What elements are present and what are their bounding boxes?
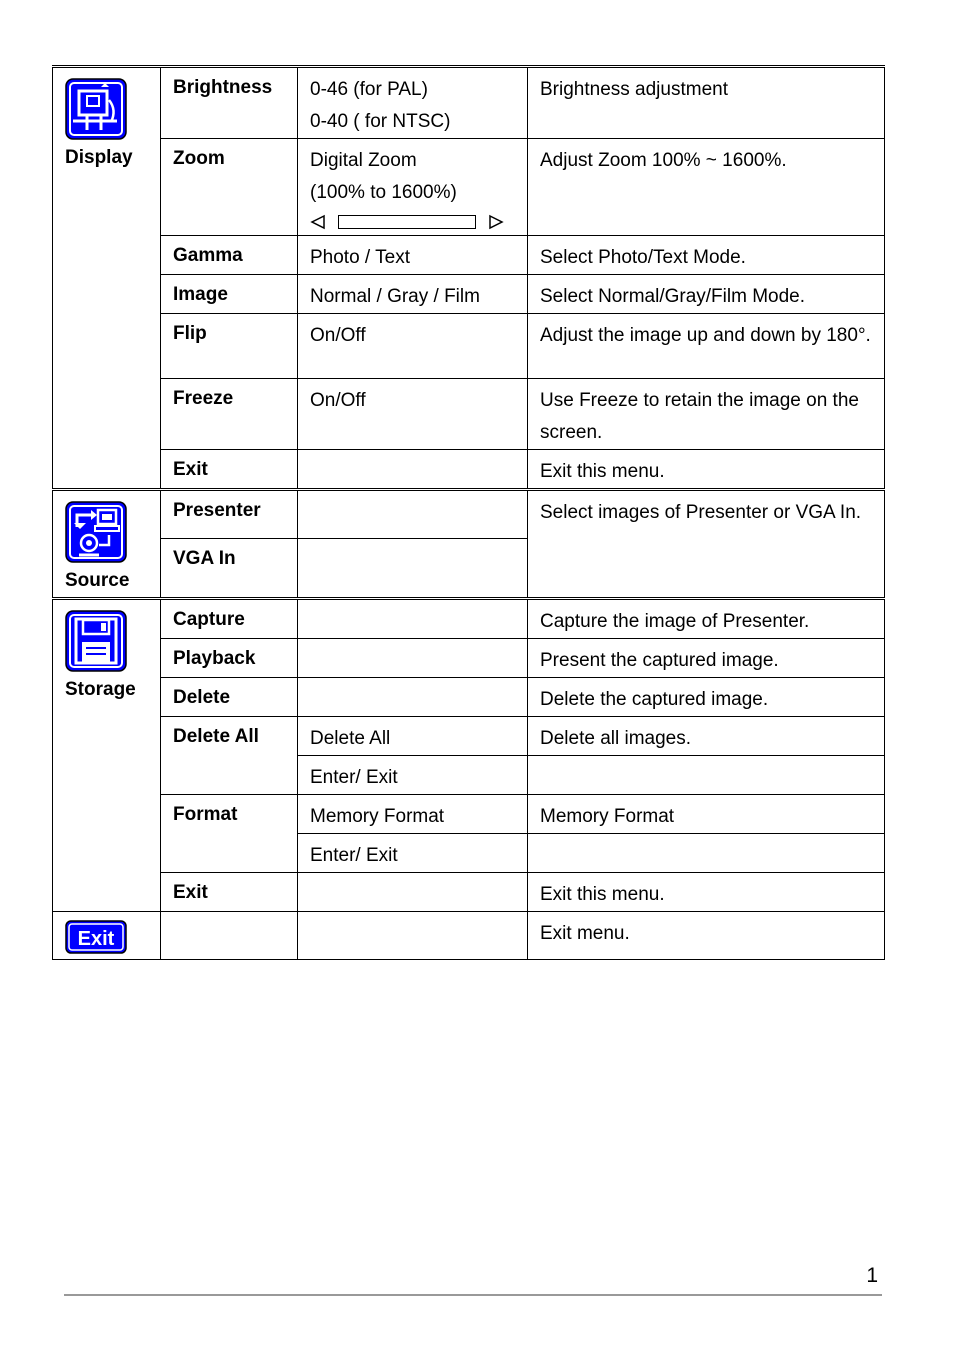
option-delete: Delete: [161, 678, 298, 717]
triangle-right-icon[interactable]: [488, 214, 504, 230]
setting-text: (100% to 1600%): [310, 182, 457, 203]
description: [528, 834, 885, 873]
menu-display-cell: [53, 67, 161, 490]
setting-text: [298, 873, 528, 912]
option-exit: Exit: [161, 450, 298, 490]
menu-label-display: Display: [65, 147, 133, 168]
description: Select images of Presenter or VGA In.: [528, 490, 885, 599]
table-row: [53, 314, 885, 379]
option-capture: Capture: [161, 599, 298, 639]
option-flip: Flip: [161, 314, 298, 379]
table-row: [53, 67, 885, 139]
menu-label-source: Source: [65, 570, 130, 591]
setting-cell: [298, 67, 528, 139]
description: Exit this menu.: [528, 873, 885, 912]
page-number: 1: [866, 1264, 878, 1287]
table-row: [53, 379, 885, 450]
setting-text: Normal / Gray / Film: [298, 275, 528, 314]
setting-text: Enter/ Exit: [298, 834, 528, 873]
description: Brightness adjustment: [528, 67, 885, 139]
setting-text: [298, 450, 528, 490]
option-brightness: Brightness: [161, 67, 298, 139]
description: Select Normal/Gray/Film Mode.: [528, 275, 885, 314]
setting-empty: [298, 912, 528, 960]
table-row: [53, 678, 885, 717]
setting-text: [298, 599, 528, 639]
setting-text: [298, 490, 528, 539]
option-exit: Exit: [161, 873, 298, 912]
table-row: [53, 275, 885, 314]
option-image: Image: [161, 275, 298, 314]
table-row: [53, 795, 885, 834]
menu-exit-cell: [53, 912, 161, 960]
option-presenter: Presenter: [161, 490, 298, 539]
osd-menu-table: [52, 65, 885, 960]
table-row: [53, 139, 885, 236]
setting-text: 0-40 ( for NTSC): [310, 111, 451, 132]
table-row: [53, 236, 885, 275]
setting-text: On/Off: [298, 314, 528, 379]
option-freeze: Freeze: [161, 379, 298, 450]
menu-storage-cell: [53, 599, 161, 912]
description: Delete all images.: [528, 717, 885, 756]
menu-source-cell: [53, 490, 161, 599]
option-playback: Playback: [161, 639, 298, 678]
setting-text: Enter/ Exit: [298, 756, 528, 795]
description: Memory Format: [528, 795, 885, 834]
setting-text: [298, 539, 528, 599]
exit-icon: [65, 920, 127, 954]
setting-text: On/Off: [298, 379, 528, 450]
setting-text: Delete All: [298, 717, 528, 756]
setting-text: [298, 639, 528, 678]
description: Exit this menu.: [528, 450, 885, 490]
setting-text: Photo / Text: [298, 236, 528, 275]
zoom-slider[interactable]: [310, 211, 527, 233]
option-empty: [161, 912, 298, 960]
option-gamma: Gamma: [161, 236, 298, 275]
table-row: [53, 599, 885, 639]
setting-text: [298, 678, 528, 717]
zoom-slider-track[interactable]: [338, 215, 476, 229]
description: Select Photo/Text Mode.: [528, 236, 885, 275]
setting-cell: [298, 139, 528, 236]
description: Delete the captured image.: [528, 678, 885, 717]
description: Present the captured image.: [528, 639, 885, 678]
setting-text: Memory Format: [298, 795, 528, 834]
table-row: [53, 450, 885, 490]
source-switch-icon: [65, 501, 127, 563]
setting-text: 0-46 (for PAL): [310, 79, 428, 100]
exit-icon-text: Exit: [77, 928, 115, 950]
description: [528, 756, 885, 795]
table-row: [53, 717, 885, 756]
option-format: Format: [161, 795, 298, 873]
setting-text: Digital Zoom: [310, 150, 417, 171]
triangle-left-icon[interactable]: [310, 214, 326, 230]
option-vga-in: VGA In: [161, 539, 298, 599]
table-row: [53, 873, 885, 912]
description: Exit menu.: [528, 912, 885, 960]
description: Adjust the image up and down by 180°.: [528, 314, 885, 379]
footer-divider: [64, 1294, 882, 1296]
display-settings-icon: [65, 78, 127, 140]
description: Use Freeze to retain the image on the screen.: [528, 379, 885, 450]
description: Adjust Zoom 100% ~ 1600%.: [528, 139, 885, 236]
table-row: [53, 490, 885, 539]
option-delete-all: Delete All: [161, 717, 298, 795]
option-zoom: Zoom: [161, 139, 298, 236]
description: Capture the image of Presenter.: [528, 599, 885, 639]
table-row: [53, 912, 885, 960]
table-row: [53, 639, 885, 678]
menu-label-storage: Storage: [65, 679, 136, 700]
floppy-disk-icon: [65, 610, 127, 672]
